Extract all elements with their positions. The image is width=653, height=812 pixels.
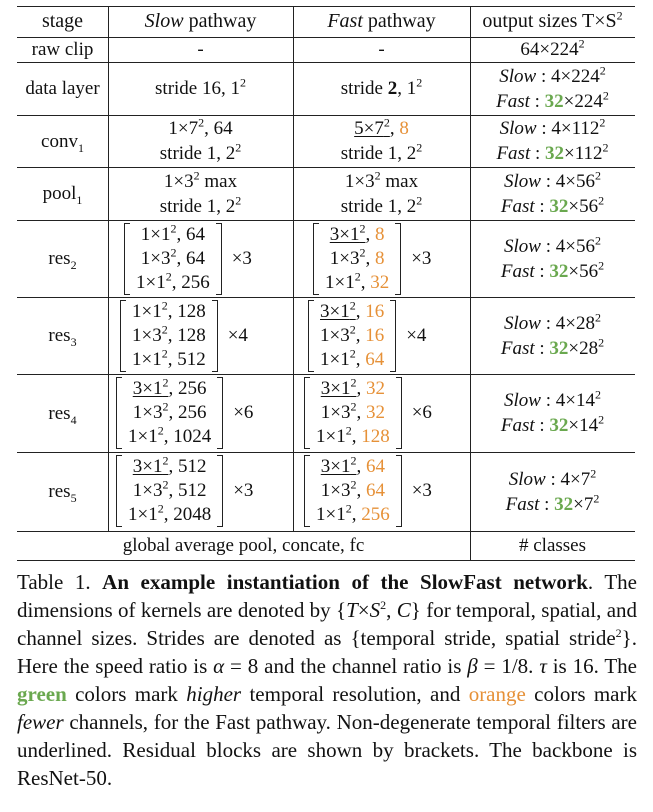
res3-stage: res$_3$ [48,325,77,349]
res3-slow-block [120,300,248,372]
res3-slow-repeat: ×4 [227,325,248,346]
res4-slow-repeat: ×6 [233,402,254,423]
res5-slow-repeat: ×3 [233,480,254,501]
res5-fast-bracket: $3\times 1^2$, 64 $1\times 3^2$, 64 $1\times 1^2$, 256 [304,455,402,527]
raw-clip-slow: - [197,39,204,60]
pool1-fast: $1\times 3^2$ max stride 1, $2^2$ [340,168,423,217]
header-stage: stage [41,10,84,32]
table-caption: Table 1. An example instantiation of the SlowFast network. The dimensions of kernels are denoted by {$T\times S^2$, C} for temporal, spatial, and channel sizes. Strides are denoted as {temporal stride, spatial stride$^2$}. Here the speed ratio is α = 8 and the channel ratio is β = 1/8. τ is 16. The green colors mark higher temporal resolution, and orange colors mark fewer channels, for the Fast pathway. Non-degenerate temporal filters are underlined. Residual blocks are shown by brackets. The backbone is ResNet-50. [17,570,638,790]
raw-clip-stage: raw clip [31,39,94,60]
res4-slow-block [116,377,253,449]
res5-stage: res$_5$ [48,481,77,505]
res4-fast-bracket: $3\times 1^2$, 32 $1\times 3^2$, 32 $1\times 1^2$, 128 [304,377,402,449]
raw-clip-output: $64\times 224^2$ [520,36,585,60]
pool1-stage: pool$_1$ [42,183,83,207]
res3-slow-bracket: $1\times 1^2$, 128 $1\times 3^2$, 128 $1\times 1^2$, 512 [120,300,218,372]
res5-fast-repeat: ×3 [411,480,432,501]
res4-fast-repeat: ×6 [411,402,432,423]
res4-output: Slow : $4\times 14^2$ Fast : $32\times 14^2$ [500,387,605,436]
header-output-sizes: output sizes $T\times S^2$ [482,8,623,32]
final-layer: global average pool, concate, fc [122,535,365,556]
conv1-stage: conv$_1$ [41,130,84,155]
conv1-output: Slow : $4\times 112^2$ Fast : $32\times 112^2$ [496,115,609,164]
res2-stage: res$_2$ [48,248,77,272]
raw-clip-fast: - [378,39,385,60]
res3-fast-block [308,300,426,372]
pool1-slow: $1\times 3^2$ max stride 1, $2^2$ [159,168,242,217]
res2-slow-repeat: ×3 [231,248,252,269]
res3-fast-repeat: ×4 [406,325,427,346]
res3-fast-bracket: $3\times 1^2$, 16 $1\times 3^2$, 16 $1\times 1^2$, 64 [308,300,396,372]
res5-fast-block [304,455,432,527]
res3-output: Slow : $4\times 28^2$ Fast : $32\times 28^2$ [500,310,605,359]
rule-bottom [17,560,635,561]
res2-slow-block [124,223,252,295]
res5-slow-bracket: $3\times 1^2$, 512 $1\times 3^2$, 512 $1\times 1^2$, 2048 [116,455,223,527]
res2-fast-bracket: $3\times 1^2$, 8 $1\times 3^2$, 8 $1\times 1^2$, 32 [313,223,401,295]
res2-output: Slow : $4\times 56^2$ Fast : $32\times 56^2$ [500,233,605,282]
res2-fast-repeat: ×3 [411,248,432,269]
res2-slow-bracket: $1\times 1^2$, 64 $1\times 3^2$, 64 $1\times 1^2$, 256 [124,223,222,295]
res5-slow-block [116,455,253,527]
data-layer-fast: stride 2, $1^2$ [340,75,423,99]
pool1-output: Slow : $4\times 56^2$ Fast : $32\times 56^2$ [500,168,605,217]
final-output: # classes [518,535,586,556]
res2-fast-block [313,223,431,295]
header-fast-pathway: Fast pathway [327,10,436,32]
res4-fast-block [304,377,432,449]
conv1-slow: $1\times 7^2$, 64 stride 1, $2^2$ [159,115,242,164]
data-layer-output: Slow : $4\times 224^2$ Fast : $32\times 224^2$ [496,63,609,112]
res4-slow-bracket: $3\times 1^2$, 256 $1\times 3^2$, 256 $1\times 1^2$, 1024 [116,377,223,449]
res5-output: Slow : $4\times 7^2$ Fast : $32\times 7^2$ [505,466,600,515]
conv1-fast: $5\times 7^2$, 8 stride 1, $2^2$ [340,115,423,164]
data-layer-stage: data layer [25,78,100,99]
res4-stage: res$_4$ [48,402,77,427]
header-slow-pathway: Slow pathway [144,10,257,32]
data-layer-slow: stride 16, $1^2$ [155,75,246,99]
